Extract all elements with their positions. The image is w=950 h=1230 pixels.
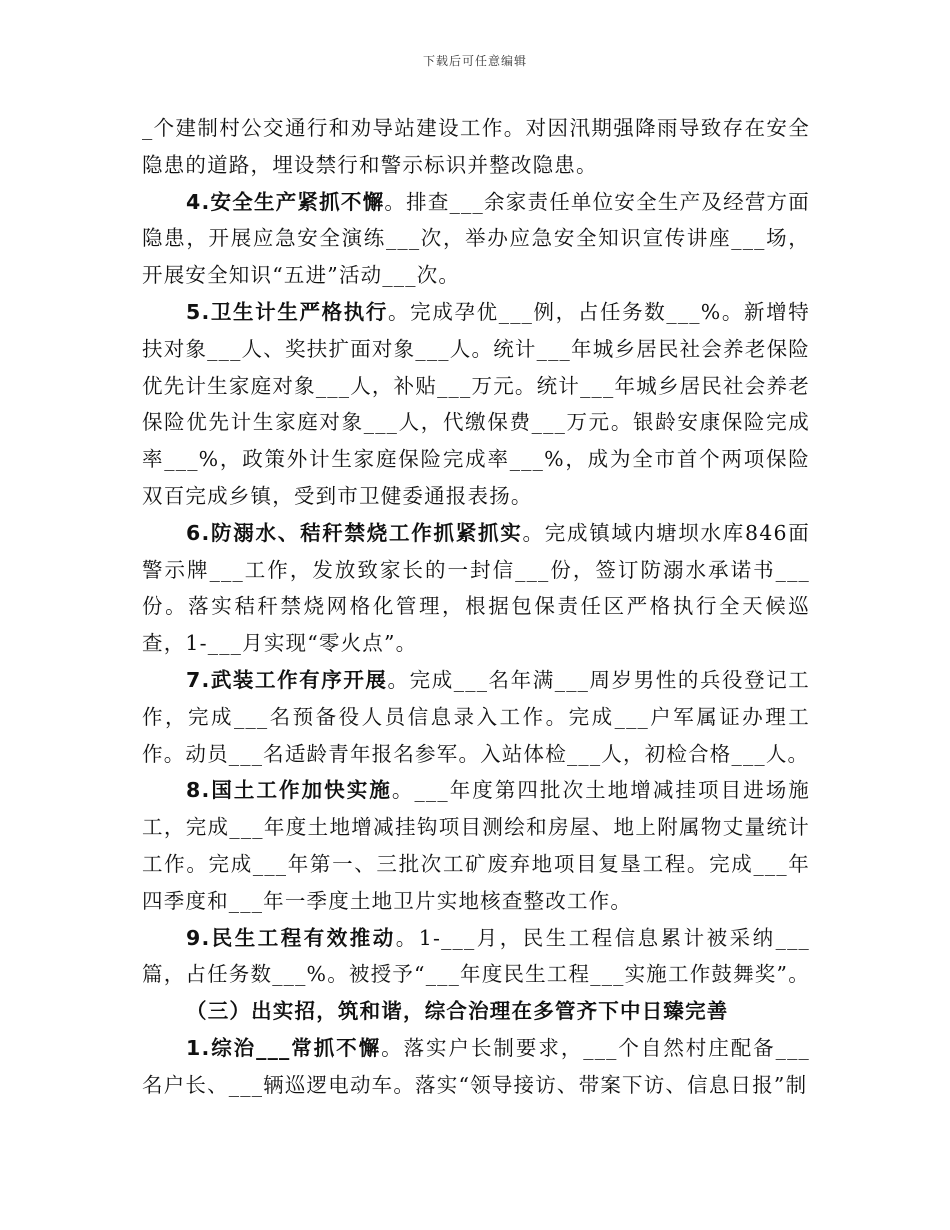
paragraph-heading: 1.综治___常抓不懈 <box>186 1035 382 1060</box>
paragraph-comprehensive-governance <box>142 1030 810 1104</box>
paragraph-text: _个建制村公交通行和劝导站建设工作。对因汛期强降雨导致存在安全隐患的道路，埋设禁行和警示标识并整改隐患。 <box>142 116 810 177</box>
paragraph-heading: 7.武装工作有序开展 <box>186 667 388 692</box>
paragraph-text: 。___年度第四批次土地增减挂项目进场施工，完成___年度土地增减挂钩项目测绘和房屋、地上附属物丈量统计工作。完成___年第一、三批次工矿废弃地项目复垦工程。完成___年四季度和___年一季度土地卫片实地核查整改工作。 <box>142 778 810 913</box>
paragraph-health <box>142 294 810 515</box>
paragraph-text: 。完成镇域内塘坝水库846面警示牌___工作，发放致家长的一封信___份，签订防溺水承诺书___份。落实秸秆禁烧网格化管理，根据包保责任区严格执行全天候巡查，1-___月实现“零火点”。 <box>142 520 810 656</box>
paragraph-text: 。完成___名年满___周岁男性的兵役登记工作，完成___名预备役人员信息录入工作。完成___户军属证办理工作。动员___名适龄青年报名参军。入站体检___人，初检合格___人。 <box>142 667 810 766</box>
paragraph-safety <box>142 184 810 294</box>
paragraph-heading: 4.安全生产紧抓不懈 <box>186 189 385 214</box>
section-title: （三）出实招，筑和谐，综合治理在多管齐下中日臻完善 <box>186 999 729 1024</box>
paragraph-heading: 6.防溺水、秸秆禁烧工作抓紧抓实 <box>186 520 523 545</box>
paragraph-heading: 5.卫生计生严格执行 <box>186 299 389 324</box>
paragraph-text: 。排查___余家责任单位安全生产及经营方面隐患，开展应急安全演练___次，举办应急安全知识宣传讲座___场，开展安全知识“五进”活动___次。 <box>142 189 810 288</box>
paragraph-continuation <box>142 110 810 184</box>
paragraph-heading: 9.民生工程有效推动 <box>186 925 396 950</box>
paragraph-drowning-burning <box>142 515 810 662</box>
paragraph-livelihood <box>142 920 810 994</box>
paragraph-land <box>142 772 810 919</box>
paragraph-text: 。1-___月，民生工程信息累计被采纳___篇，占任务数___%。被授予“___年度民生工程___实施工作鼓舞奖”。 <box>142 925 810 987</box>
page-header: 下载后可任意编辑 <box>422 54 527 68</box>
paragraph-text: 。完成孕优___例，占任务数___%。新增特扶对象___人、奖扶扩面对象___人。统计___年城乡居民社会养老保险优先计生家庭对象___人，补贴___万元。统计___年城乡居民社会养老保险优先计生家庭对象___人，代缴保费___万元。银龄安康保险完成率___%，政策外计生家庭保险完成率___%，成为全市首个两项保险双百完成乡镇，受到市卫健委通报表扬。 <box>142 299 810 508</box>
paragraph-heading: 8.国土工作加快实施 <box>186 778 392 803</box>
document-body <box>142 110 810 1104</box>
paragraph-text: 。落实户长制要求，___个自然村庄配备___名户长、___辆巡逻电动车。落实“领导接访、带案下访、信息日报”制 <box>142 1035 810 1097</box>
paragraph-military <box>142 662 810 772</box>
